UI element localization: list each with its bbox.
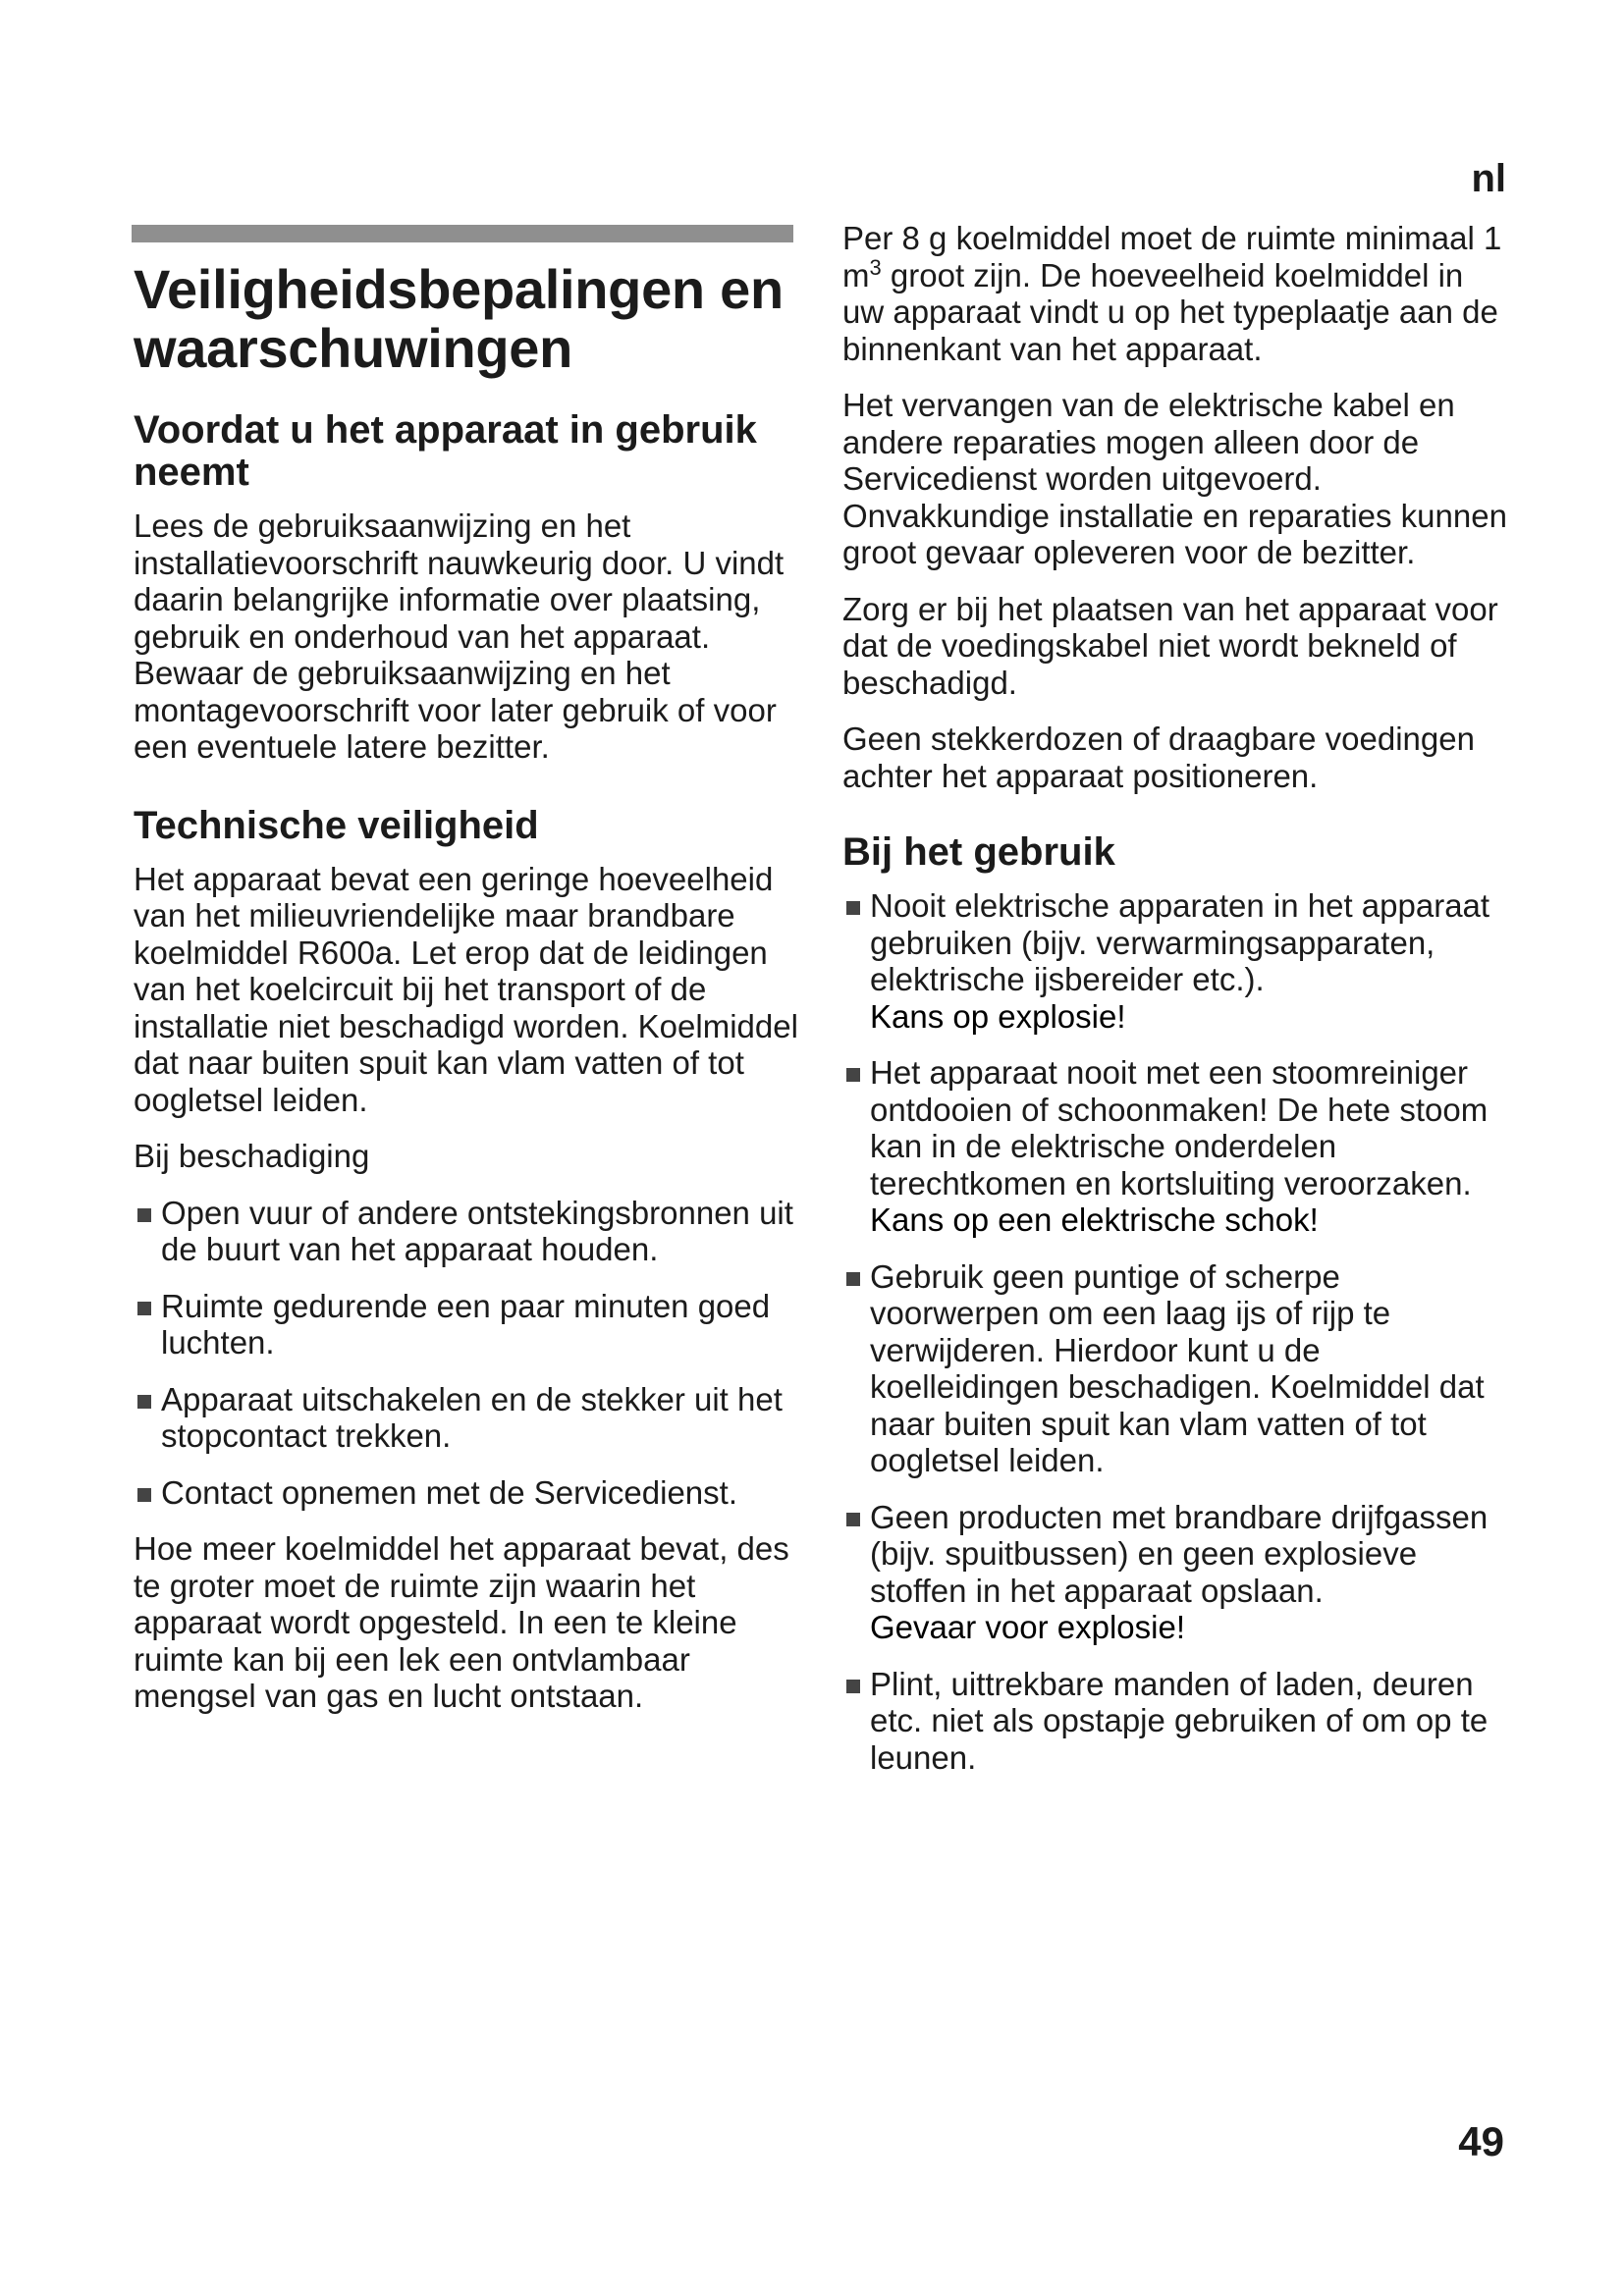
page-number: 49 (1458, 2118, 1504, 2164)
paragraph: Bij beschadiging (134, 1138, 370, 1174)
paragraph: Lees de gebruiksaanwijzing en het installatievoorschrift nauwkeurig door. U vindt daarin belangrijke informatie over plaatsing, gebruik en onderhoud van het apparaat. (134, 507, 785, 655)
section-during-use (842, 831, 1510, 1776)
list-item-text: Nooit elektrische apparaten in het apparaat gebruiken (bijv. verwarmingsapparaten, elektrische ijsbereider etc.). (870, 887, 1490, 997)
paragraph: Hoe meer koelmiddel het apparaat bevat, des te groter moet de ruimte zijn waarin het apparaat wordt opgesteld. In een te kleine ruimte kan bij een lek een ontvlambaar mengsel van gas en lucht ontstaan. (134, 1530, 789, 1714)
list-item (842, 1499, 1510, 1646)
section-before-use (134, 409, 801, 766)
list-item-text: Apparaat uitschakelen en de stekker uit het stopcontact trekken. (161, 1380, 783, 1454)
warning-text: Kans op explosie! (870, 997, 1126, 1035)
list-item (842, 1666, 1510, 1777)
bullet-square-icon (137, 1208, 151, 1222)
bullet-square-icon (846, 1680, 860, 1693)
text-span: Per 8 g koelmiddel moet de ruimte minimaal 1 m (842, 220, 1502, 294)
list-item-text: Contact opnemen met de Servicedienst. (161, 1473, 737, 1511)
paragraph: Bewaar de gebruiksaanwijzing en het montagevoorschrift voor later gebruik of voor een eventuele latere bezitter. (134, 655, 777, 765)
list-item-text: Ruimte gedurende een paar minuten goed luchten. (161, 1287, 771, 1361)
bullet-square-icon (846, 1272, 860, 1286)
list-item (842, 887, 1510, 1035)
text-span: groot zijn. De hoeveelheid koelmiddel in uw apparaat vindt u op het typeplaatje aan de binnenkant van het apparaat. (842, 256, 1498, 367)
paragraph: Het vervangen van de elektrische kabel en andere reparaties mogen alleen door de Servicedienst worden uitgevoerd. (842, 387, 1455, 497)
language-label: nl (1471, 157, 1506, 200)
bullet-square-icon (846, 1513, 860, 1526)
list-item (134, 1288, 801, 1362)
paragraph-refrigerant-volume (842, 220, 1510, 367)
list-item-text: Het apparaat nooit met een stoomreiniger ontdooien of schoonmaken! De hete stoom kan in de elektrische onderdelen terechtkomen en kortsluiting veroorzaken. (870, 1054, 1489, 1201)
section-heading-before-use: Voordat u het apparaat in gebruik neemt (134, 408, 757, 494)
bullet-square-icon (137, 1488, 151, 1502)
paragraph: Geen stekkerdozen of draagbare voedingen achter het apparaat positioneren. (842, 721, 1475, 794)
bullet-square-icon (846, 901, 860, 915)
bullet-square-icon (137, 1302, 151, 1315)
page-title: Veiligheidsbepalingen en waarschuwingen (134, 258, 784, 379)
warning-text: Kans op een elektrische schok! (870, 1201, 1319, 1238)
paragraph: Zorg er bij het plaatsen van het apparaat voor dat de voedingskabel niet wordt bekneld of beschadigd. (842, 590, 1498, 701)
list-item (842, 1258, 1510, 1479)
superscript: 3 (869, 254, 882, 280)
section-heading-technical-safety: Technische veiligheid (134, 803, 539, 847)
list-item (134, 1474, 801, 1512)
damage-list (134, 1195, 801, 1512)
usage-list (842, 887, 1510, 1776)
list-item-text: Geen producten met brandbare drijfgassen (bijv. spuitbussen) en geen explosieve stoffen in het apparaat opslaan. (870, 1498, 1489, 1609)
right-column (842, 220, 1510, 1795)
list-item (134, 1195, 801, 1268)
list-item (842, 1054, 1510, 1239)
warning-text: Gevaar voor explosie! (870, 1609, 1185, 1645)
title-rule (132, 225, 793, 242)
list-item-text: Open vuur of andere ontstekingsbronnen uit de buurt van het apparaat houden. (161, 1194, 793, 1267)
list-item-text: Plint, uittrekbare manden of laden, deuren etc. niet als opstapje gebruiken of om op te leunen. (870, 1665, 1489, 1776)
bullet-square-icon (846, 1068, 860, 1082)
bullet-square-icon (137, 1395, 151, 1409)
list-item (134, 1381, 801, 1455)
left-column (134, 260, 801, 1735)
paragraph: Onvakkundige installatie en reparaties kunnen groot gevaar opleveren voor de bezitter. (842, 497, 1507, 570)
section-technical-safety (134, 805, 801, 1715)
list-item-text: Gebruik geen puntige of scherpe voorwerpen om een laag ijs of rijp te verwijderen. Hierdoor kunt u de koelleidingen beschadigen. Koelmiddel dat naar buiten spuit kan vlam vatten of tot oogletsel leiden. (870, 1257, 1485, 1478)
paragraph: Het apparaat bevat een geringe hoeveelheid van het milieuvriendelijke maar brandbare koelmiddel R600a. Let erop dat de leidingen van het koelcircuit bij het transport of de installatie niet beschadigd worden. Koelmiddel dat naar buiten spuit kan vlam vatten of tot oogletsel leiden. (134, 860, 798, 1118)
section-heading-during-use: Bij het gebruik (842, 830, 1115, 874)
